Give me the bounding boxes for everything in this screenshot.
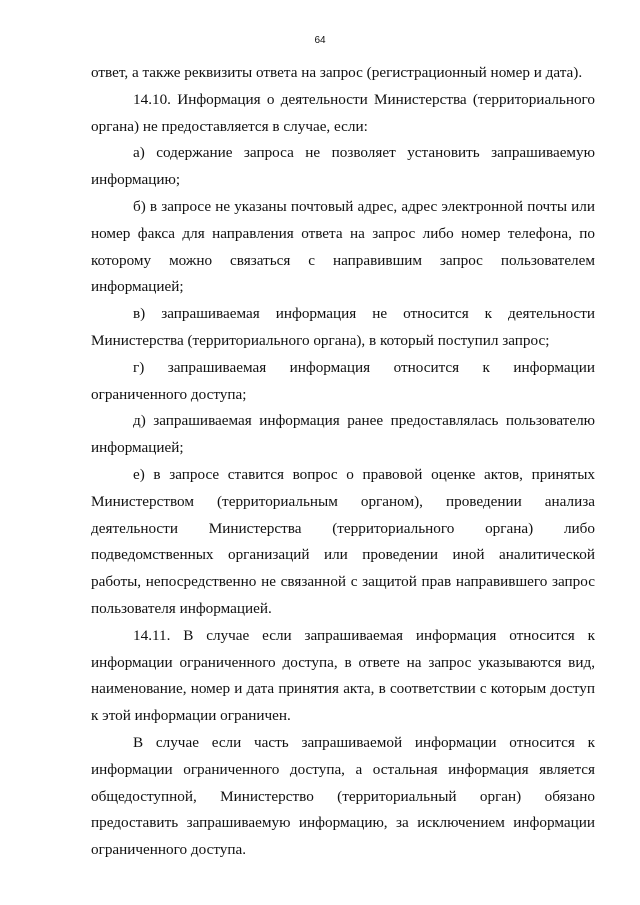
paragraph-14-11: 14.11. В случае если запрашиваемая информация относится к информации ограниченного доступа, в ответе на запрос указываются вид, наименование, номер и дата принятия акта, в соответствии с которым доступ к этой информации ограничен. xyxy=(91,626,595,725)
paragraph-partial-restriction: В случае если часть запрашиваемой информации относится к информации ограниченного доступа, а остальная информация является общедоступной, Министерство (территориальный орган) обязано предоставить запрашиваемую информацию, за исключением информации ограниченного доступа. xyxy=(91,733,595,859)
document-body xyxy=(91,60,595,864)
page-number: 64 xyxy=(314,35,326,46)
paragraph-answer-details: ответ, а также реквизиты ответа на запрос (регистрационный номер и дата). xyxy=(91,64,583,81)
paragraph-item-g: г) запрашиваемая информация относится к информации ограниченного доступа; xyxy=(91,358,595,403)
paragraph-item-b: б) в запросе не указаны почтовый адрес, адрес электронной почты или номер факса для направления ответа на запрос либо номер телефона, по которому можно связаться с направившим запрос пользователем информацией; xyxy=(91,197,595,296)
paragraph-item-d: д) запрашиваемая информация ранее предоставлялась пользователю информацией; xyxy=(91,412,595,457)
paragraph-item-v: в) запрашиваемая информация не относится к деятельности Министерства (территориального органа), в который поступил запрос; xyxy=(91,305,595,349)
paragraph-14-10: 14.10. Информация о деятельности Министерства (территориального органа) не предоставляется в случае, если: xyxy=(91,90,595,135)
paragraph-item-a: а) содержание запроса не позволяет установить запрашиваемую информацию; xyxy=(91,144,595,189)
paragraph-item-e: е) в запросе ставится вопрос о правовой оценке актов, принятых Министерством (территориальным органом), проведении анализа деятельности Министерства (территориального органа) либо подведомственных организаций или проведении иной аналитической работы, непосредственно не связанной с защитой прав направившего запрос пользователя информацией. xyxy=(91,465,595,617)
